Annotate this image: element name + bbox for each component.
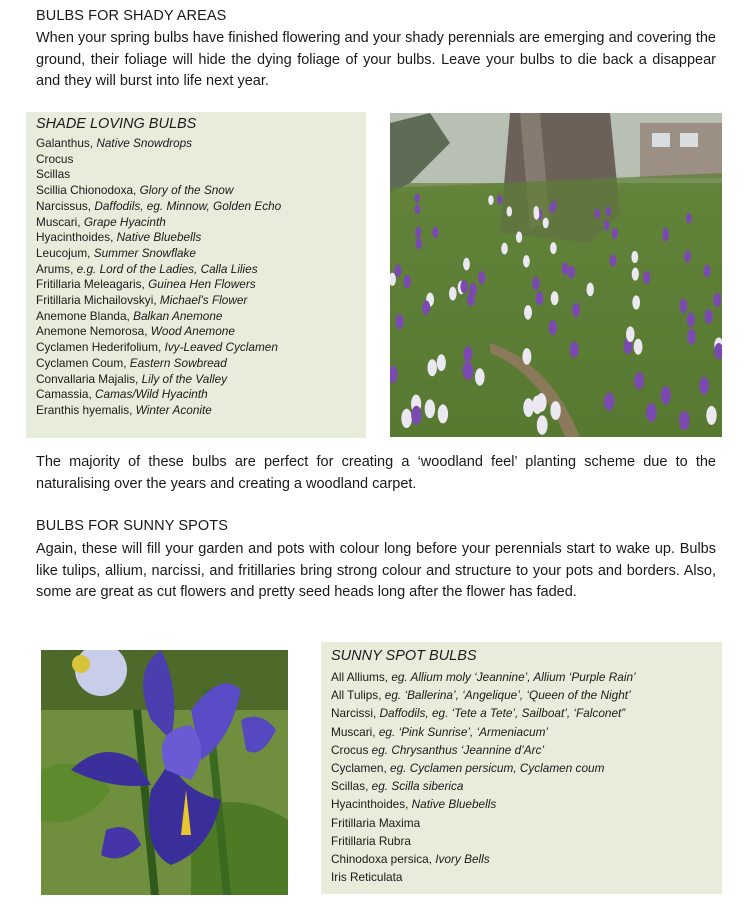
bulb-name: Cyclamen Coum, — [36, 355, 130, 370]
bulb-list-item — [331, 832, 722, 850]
bulb-list-item — [36, 246, 366, 262]
bulb-list-item — [331, 723, 722, 741]
bulb-name: Hyacinthoides, — [36, 230, 117, 245]
bulb-name: Narcissus, — [36, 198, 95, 213]
bulb-name: Fritillaria Michailovskyi, — [36, 293, 160, 308]
shade-bulbs-panel — [26, 112, 366, 438]
bulb-name: All Tulips, — [331, 688, 385, 703]
bulb-list-item — [331, 686, 722, 704]
bulb-common-name: Summer Snowflake — [93, 245, 196, 260]
bulb-common-name: Wood Anemone — [150, 324, 235, 339]
bulb-name: Crocus — [331, 742, 372, 757]
sunny-bulbs-panel — [321, 642, 722, 894]
bulb-list-item — [331, 814, 722, 832]
bulb-list-item — [36, 309, 366, 325]
bulb-list-item — [36, 340, 366, 356]
sunny-intro: Again, these will fill your garden and pots with colour long before your perennials start to wake up. Bulbs like tulips, allium, narcissi, and fritillaries bring strong colour and structure to your pots and borders. Also, some are great as cut flowers and pretty seed heads long after the flower has faded. — [36, 541, 716, 600]
bulb-common-name: Winter Aconite — [135, 402, 212, 417]
bulb-list-item — [36, 167, 366, 183]
bulb-list-item — [36, 230, 366, 246]
bulb-name: Chinodoxa persica, — [331, 852, 436, 867]
bulb-list-item — [331, 777, 722, 795]
bulb-name: Crocus — [36, 151, 74, 166]
bulb-list-item — [36, 183, 366, 199]
bulb-name: Camassia, — [36, 387, 96, 402]
sunny-panel-title: SUNNY SPOT BULBS — [331, 648, 477, 664]
bulb-list-item — [36, 387, 366, 403]
bulb-common-name: Daffodils, eg. Minnow, Golden Echo — [94, 198, 282, 213]
bulb-list-item — [36, 372, 366, 388]
bulb-common-name: eg. ‘Pink Sunrise’, ‘Armeniacum’ — [378, 724, 549, 739]
shady-intro: When your spring bulbs have finished flowering and your shady perennials are emerging and covering the ground, their foliage will hide the dying foliage of your bulbs. Leave your bulbs to die back a disappear and they will burst into life next year. — [36, 30, 716, 89]
sunny-heading: BULBS FOR SUNNY SPOTS — [36, 518, 228, 534]
bulb-common-name: Lily of the Valley — [141, 371, 228, 386]
bulb-list-item — [36, 199, 366, 215]
shady-outro: The majority of these bulbs are perfect for creating a ‘woodland feel’ planting scheme due to the naturalising over the years and creating a woodland carpet. — [36, 454, 716, 492]
bulb-name: Leucojum, — [36, 245, 94, 260]
shade-bulb-list — [36, 136, 366, 419]
bulb-list-item — [331, 704, 722, 722]
bulb-name: Eranthis hyemalis, — [36, 402, 136, 417]
shade-panel-title: SHADE LOVING BULBS — [36, 116, 197, 132]
bulb-list-item — [331, 850, 722, 868]
bulb-name: Scillas, — [331, 779, 372, 794]
bulb-list-item — [36, 324, 366, 340]
bulb-name: Scillia Chionodoxa, — [36, 183, 140, 198]
bulb-list-item — [36, 136, 366, 152]
bulb-name: Anemone Blanda, — [36, 308, 134, 323]
bulb-common-name: Michael's Flower — [159, 293, 248, 308]
bulb-list-item — [331, 759, 722, 777]
bulb-common-name: Camas/Wild Hyacinth — [95, 387, 208, 402]
bulb-list-item — [36, 215, 366, 231]
bulb-common-name: Balkan Anemone — [133, 308, 223, 323]
bulb-common-name: Ivy-Leaved Cyclamen — [164, 340, 278, 355]
bulb-common-name: e.g. Lord of the Ladies, Calla Lilies — [76, 261, 258, 276]
crocus-lawn-photo — [390, 113, 722, 437]
bulb-name: Fritillaria Rubra — [331, 833, 411, 848]
bulb-list-item — [36, 356, 366, 372]
bulb-name: Cyclamen Hederifolium, — [36, 340, 165, 355]
bulb-common-name: eg. Scilla siberica — [371, 779, 464, 794]
bulb-common-name: Grape Hyacinth — [83, 214, 166, 229]
bulb-common-name: Ivory Bells — [435, 852, 490, 867]
bulb-common-name: Guinea Hen Flowers — [148, 277, 256, 292]
bulb-list-item — [36, 262, 366, 278]
bulb-common-name: Native Snowdrops — [96, 136, 193, 150]
bulb-name: Scillas — [36, 167, 71, 182]
bulb-name: Anemone Nemorosa, — [36, 324, 151, 339]
bulb-list-item — [331, 668, 722, 686]
bulb-common-name: Daffodils, eg. ‘Tete a Tete’, Sailboat’, ‘Falconet” — [379, 706, 626, 721]
bulb-common-name: eg. Chrysanthus ‘Jeannine d’Arc’ — [371, 742, 545, 757]
bulb-list-item — [36, 152, 366, 168]
bulb-list-item — [331, 741, 722, 759]
bulb-common-name: Native Bluebells — [411, 797, 497, 812]
bulb-name: Arums, — [36, 261, 77, 276]
bulb-common-name: Native Bluebells — [116, 230, 202, 245]
bulb-name: All Alliums, — [331, 670, 392, 684]
bulb-name: Iris Reticulata — [331, 870, 403, 885]
bulb-name: Muscari, — [36, 214, 84, 229]
bulb-common-name: Glory of the Snow — [139, 183, 234, 198]
bulb-name: Hyacinthoides, — [331, 797, 412, 812]
bulb-common-name: eg. Allium moly ‘Jeannine’, Allium ‘Purple Rain’ — [391, 670, 636, 684]
bulb-name: Narcissi, — [331, 706, 380, 721]
bulb-list-item — [36, 293, 366, 309]
bulb-common-name: Eastern Sowbread — [129, 355, 227, 370]
bulb-name: Galanthus, — [36, 136, 97, 150]
bulb-name: Cyclamen, — [331, 761, 391, 776]
bulb-list-item — [331, 795, 722, 813]
bulb-list-item — [331, 868, 722, 886]
bulb-list-item — [36, 403, 366, 419]
bulb-common-name: eg. ‘Ballerina’, ‘Angelique’, ‘Queen of the Night’ — [384, 688, 631, 703]
bulb-name: Fritillaria Meleagaris, — [36, 277, 149, 292]
bulb-list-item — [36, 277, 366, 293]
iris-reticulata-photo — [41, 650, 288, 895]
bulb-name: Fritillaria Maxima — [331, 815, 421, 830]
bulb-common-name: eg. Cyclamen persicum, Cyclamen coum — [390, 761, 605, 776]
sunny-bulb-list — [331, 668, 722, 886]
bulb-name: Muscari, — [331, 724, 379, 739]
bulb-name: Convallaria Majalis, — [36, 371, 142, 386]
shady-heading: BULBS FOR SHADY AREAS — [36, 8, 227, 24]
